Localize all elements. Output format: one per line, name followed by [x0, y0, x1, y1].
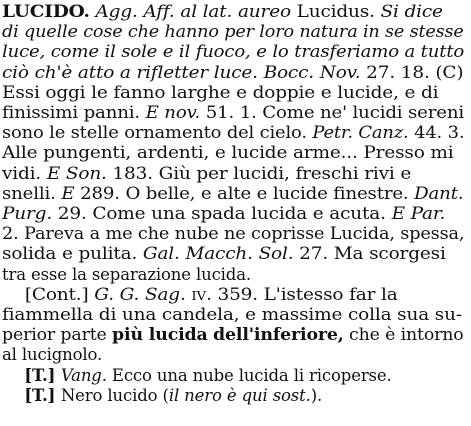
- entry-text: . 359. L'istesso far la: [206, 284, 398, 304]
- italic-text: Gal. Macch. Sol.: [142, 244, 294, 264]
- bold-text: [T.]: [2, 385, 61, 405]
- italic-text: Petr. Canz.: [312, 123, 409, 143]
- entry-line: [2, 184, 463, 204]
- entry-line: [2, 224, 464, 244]
- entry-text: Ecco una nube lucida li ricoperse.: [106, 365, 392, 385]
- entry-line: [2, 143, 454, 163]
- entry-text: Lucidus.: [290, 2, 381, 21]
- entry-line: [2, 22, 464, 42]
- entry-line: [2, 244, 446, 264]
- entry-text: 44. 3.: [408, 123, 465, 143]
- italic-text: G. G. Sag.: [94, 284, 186, 304]
- entry-text: 289. O belle, e alte e lucide finestre.: [74, 183, 415, 203]
- entry-line: [2, 123, 464, 143]
- italic-text: E nov.: [145, 103, 201, 122]
- entry-text: finissimi panni.: [2, 103, 146, 122]
- entry-text: [Cont.]: [2, 284, 95, 304]
- entry-text: fiammella di una candela, e massime colla sua su-: [2, 305, 462, 324]
- italic-text: Agg. Aff.: [95, 2, 175, 21]
- entry-line: [2, 103, 464, 123]
- entry-text: 2. Pareva a me che nube ne coprisse Lucida, spessa,: [2, 224, 465, 244]
- entry-text: che è intorno: [343, 325, 464, 345]
- bold-text: [T.]: [2, 365, 61, 385]
- entry-text: perior parte: [2, 325, 113, 345]
- entry-text: 29. Come una spada lucida e acuta.: [52, 204, 392, 223]
- entry-line: [2, 63, 463, 83]
- entry-text: 51. 1. Come ne' lucidi sereni: [200, 103, 465, 122]
- entry-line: [2, 345, 102, 365]
- entry-line: [2, 325, 464, 345]
- italic-text: E: [61, 183, 75, 203]
- entry-text: ).: [310, 385, 323, 405]
- entry-line: [2, 366, 392, 386]
- entry-line: [2, 386, 322, 406]
- entry-text: vidi.: [2, 163, 47, 183]
- italic-text: al lat. aureo: [180, 2, 291, 21]
- italic-text: luce, come il sole e il fuoco, e lo trasferiamo a tutto: [2, 42, 465, 62]
- entry-text: 183. Giù per lucidi, freschi rivi e: [106, 163, 412, 183]
- bold-text: LUCIDO.: [2, 2, 90, 21]
- italic-text: E Son.: [46, 163, 107, 183]
- entry-line: [2, 2, 443, 22]
- entry-line: [2, 204, 445, 224]
- entry-text: sono le stelle ornamento del cielo.: [2, 123, 313, 143]
- entry-text: Essi oggi le fanno larghe e doppie e lucide, e di: [2, 82, 439, 102]
- italic-text: Dant.: [414, 183, 464, 203]
- entry-line: [2, 83, 438, 103]
- italic-text: Si dice: [380, 2, 443, 21]
- italic-text: di quelle cose che hanno per loro natura in se stesse: [2, 22, 464, 42]
- entry-line: [2, 285, 398, 305]
- entry-line: [2, 305, 462, 325]
- entry-line: [2, 265, 251, 285]
- entry-line: [2, 42, 464, 62]
- entry-text: snelli.: [2, 183, 62, 203]
- entry-text: 27. Ma scorgesi: [293, 244, 446, 264]
- bold-text: più lucida: [112, 325, 208, 345]
- italic-text: ciò ch'è atto a rifletter luce. Bocc. Nov.: [2, 62, 361, 82]
- italic-text: Vang.: [60, 365, 107, 385]
- entry-text: al lucignolo.: [2, 345, 103, 365]
- italic-text: il nero è qui sost.: [168, 385, 311, 405]
- entry-text: solida e pulita.: [2, 244, 143, 264]
- entry-text: 27. 18. (C): [360, 62, 464, 82]
- italic-text: Purg.: [2, 204, 53, 223]
- italic-text: E Par.: [391, 204, 446, 223]
- entry-text: Nero lucido (: [60, 385, 169, 405]
- entry-line: [2, 164, 411, 184]
- small-caps-text: iv: [191, 284, 207, 304]
- bold-text: dell'inferiore,: [213, 325, 344, 345]
- entry-text: tra esse la separazione lucida.: [2, 264, 251, 284]
- entry-text: Alle pungenti, ardenti, e lucide arme... Presso mi: [2, 143, 454, 163]
